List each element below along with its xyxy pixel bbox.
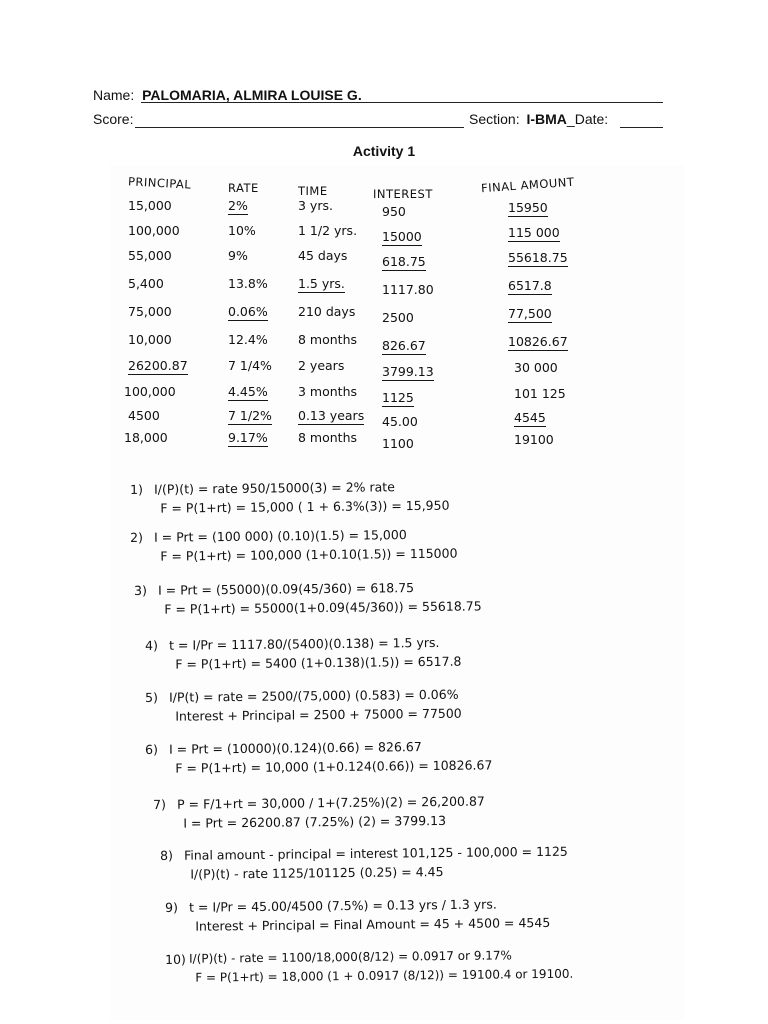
- cell-principal: 100,000: [128, 223, 180, 238]
- cell-final: 55618.75: [508, 250, 568, 265]
- cell-principal: 15,000: [128, 198, 172, 213]
- cell-rate: 0.06%: [228, 304, 268, 319]
- solution-line: F = P(1+rt) = 5400 (1+0.138)(1.5)) = 6517.8: [175, 653, 462, 672]
- solution-line: I/(P)(t) - rate = 1100/18,000(8/12) = 0.0917 or 9.17%: [188, 948, 512, 966]
- cell-rate: 13.8%: [228, 276, 268, 291]
- solution-number: 3): [134, 582, 148, 598]
- cell-time: 1 1/2 yrs.: [298, 223, 358, 238]
- cell-time: 0.13 years: [298, 408, 365, 423]
- solution-line: I = Prt = (55000)(0.09(45/360) = 618.75: [157, 580, 415, 598]
- cell-final: 30 000: [514, 360, 558, 375]
- cell-time: 3 months: [298, 384, 358, 399]
- solution-number: 1): [130, 481, 144, 497]
- cell-time: 45 days: [298, 248, 348, 263]
- solution-line: F = P(1+rt) = 55000(1+0.09(45/360)) = 55618.75: [164, 598, 482, 617]
- cell-final: 15950: [508, 200, 548, 215]
- solution-number: 7): [153, 796, 167, 812]
- solution-number: 9): [165, 899, 179, 915]
- cell-time: 1.5 yrs.: [298, 276, 345, 291]
- cell-rate: 7 1/4%: [228, 358, 272, 373]
- page-title: Activity 1: [352, 143, 416, 159]
- cell-interest: 45.00: [382, 414, 418, 429]
- solution-line: I/P(t) = rate = 2500/(75,000) (0.583) = 0.06%: [168, 686, 459, 705]
- cell-rate: 2%: [228, 198, 248, 213]
- solution-line: Interest + Principal = Final Amount = 45 + 4500 = 4545: [195, 914, 551, 934]
- solution-number: 6): [145, 741, 159, 757]
- cell-principal: 100,000: [124, 384, 176, 399]
- solution-line: Interest + Principal = 2500 + 75000 = 77500: [175, 705, 462, 724]
- solution-line: I = Prt = (100 000) (0.10)(1.5) = 15,000: [153, 527, 407, 545]
- solution-line: F = P(1+rt) = 10,000 (1+0.124(0.66)) = 10826.67: [175, 757, 493, 776]
- cell-final: 4545: [514, 410, 546, 425]
- solution-line: P = F/1+rt = 30,000 / 1+(7.25%)(2) = 26,200.87: [176, 793, 485, 812]
- cell-final: 77,500: [508, 306, 552, 321]
- solution-line: t = I/Pr = 45.00/4500 (7.5%) = 0.13 yrs / 1.3 yrs.: [188, 896, 497, 915]
- header-time: TIME: [298, 184, 328, 198]
- cell-time: 210 days: [298, 304, 356, 319]
- cell-interest: 3799.13: [382, 364, 434, 379]
- cell-interest: 826.67: [382, 338, 426, 353]
- cell-principal: 10,000: [128, 332, 172, 347]
- solution-line: Final amount - principal = interest 101,125 - 100,000 = 1125: [183, 843, 568, 863]
- solution-number: 8): [160, 847, 174, 863]
- header-principal: PRINCIPAL: [127, 174, 192, 192]
- header-interest: INTEREST: [373, 187, 433, 201]
- cell-interest: 1125: [382, 390, 414, 405]
- cell-principal: 18,000: [124, 430, 168, 445]
- name-value: PALOMARIA, ALMIRA LOUISE G.: [142, 87, 362, 103]
- header-rate: RATE: [228, 181, 259, 195]
- cell-rate: 4.45%: [228, 384, 268, 399]
- solution-number: 10): [165, 951, 186, 967]
- cell-rate: 7 1/2%: [228, 408, 272, 423]
- cell-rate: 9.17%: [228, 430, 268, 445]
- date-underline: [620, 127, 663, 128]
- score-underline: [135, 127, 464, 128]
- solution-line: I/(P)(t) = rate 950/15000(3) = 2% rate: [153, 479, 395, 497]
- cell-interest: 1100: [382, 436, 414, 451]
- cell-rate: 12.4%: [228, 332, 268, 347]
- cell-time: 8 months: [298, 332, 358, 347]
- cell-interest: 618.75: [382, 254, 426, 269]
- cell-final: 115 000: [508, 225, 560, 240]
- name-label: Name:: [93, 87, 135, 103]
- cell-final: 10826.67: [508, 334, 568, 349]
- cell-final: 101 125: [514, 386, 566, 401]
- cell-interest: 1117.80: [382, 282, 434, 297]
- solution-number: 5): [145, 689, 159, 705]
- cell-time: 8 months: [298, 430, 358, 445]
- cell-final: 19100: [514, 432, 554, 447]
- name-row: [93, 87, 362, 103]
- cell-principal: 4500: [128, 408, 160, 423]
- solution-number: 2): [130, 529, 144, 545]
- solution-line: F = P(1+rt) = 15,000 ( 1 + 6.3%(3)) = 15,950: [160, 497, 450, 516]
- cell-interest: 2500: [382, 310, 414, 325]
- cell-final: 6517.8: [508, 278, 552, 293]
- name-underline: [141, 102, 663, 103]
- section-value: I-BMA: [526, 111, 567, 127]
- cell-time: 2 years: [298, 358, 345, 373]
- cell-interest: 950: [382, 204, 406, 219]
- solution-number: 4): [145, 637, 159, 653]
- solution-line: I = Prt = (10000)(0.124)(0.66) = 826.67: [168, 739, 422, 757]
- solution-line: F = P(1+rt) = 18,000 (1 + 0.0917 (8/12)) = 19100.4 or 19100.: [195, 966, 574, 985]
- section-row: [469, 111, 608, 127]
- date-label: _Date:: [566, 111, 609, 127]
- cell-rate: 9%: [228, 248, 248, 263]
- header-final-amount: FINAL AMOUNT: [480, 174, 575, 196]
- cell-principal: 55,000: [128, 248, 172, 263]
- cell-principal: 26200.87: [128, 358, 188, 373]
- cell-principal: 5,400: [128, 276, 164, 291]
- section-label: Section:: [469, 111, 520, 127]
- solution-line: t = I/Pr = 1117.80/(5400)(0.138) = 1.5 yrs.: [168, 634, 440, 653]
- solution-line: I/(P)(t) - rate 1125/101125 (0.25) = 4.45: [190, 864, 444, 882]
- cell-rate: 10%: [228, 223, 256, 238]
- solution-line: I = Prt = 26200.87 (7.25%) (2) = 3799.13: [183, 812, 447, 831]
- cell-interest: 15000: [382, 229, 422, 244]
- score-label: Score:: [93, 111, 134, 127]
- cell-principal: 75,000: [128, 304, 172, 319]
- solution-line: F = P(1+rt) = 100,000 (1+0.10(1.5)) = 115000: [160, 545, 458, 564]
- cell-time: 3 yrs.: [298, 198, 333, 213]
